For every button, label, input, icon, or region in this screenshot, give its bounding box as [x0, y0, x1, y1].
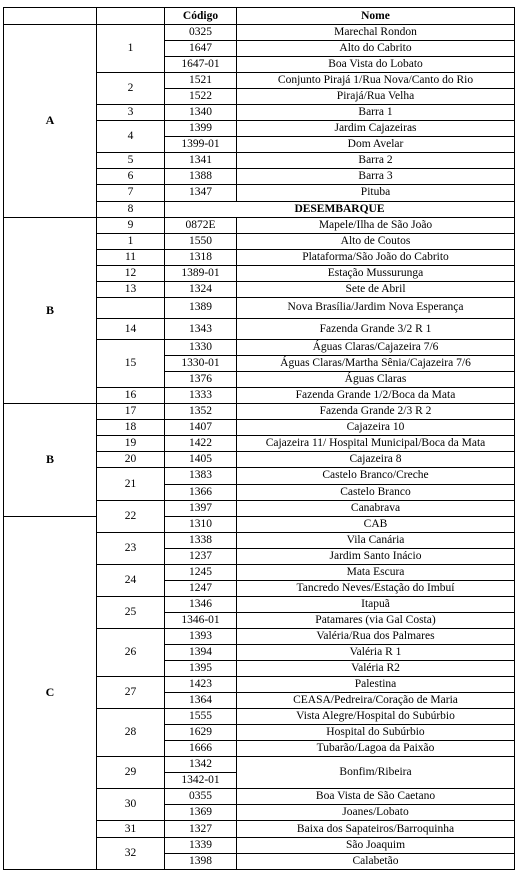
- name-cell: Joanes/Lobato: [237, 805, 515, 821]
- line-number-cell: 2: [97, 73, 165, 105]
- code-cell: 1369: [165, 805, 237, 821]
- line-number-cell: 20: [97, 452, 165, 468]
- header-row: [4, 8, 515, 25]
- line-number-cell: 3: [97, 105, 165, 121]
- code-cell: 0355: [165, 789, 237, 805]
- code-cell: 1352: [165, 404, 237, 420]
- name-cell: Águas Claras: [237, 372, 515, 388]
- code-cell: 1397: [165, 500, 237, 516]
- code-cell: 1629: [165, 725, 237, 741]
- code-cell: 1342-01: [165, 773, 237, 789]
- line-number-cell: 24: [97, 564, 165, 596]
- code-cell: 1399-01: [165, 137, 237, 153]
- name-cell: Águas Claras/Martha Sênia/Cajazeira 7/6: [237, 356, 515, 372]
- name-cell: Conjunto Pirajá 1/Rua Nova/Canto do Rio: [237, 73, 515, 89]
- table-row: [4, 516, 515, 532]
- name-cell: Nova Brasília/Jardim Nova Esperança: [237, 297, 515, 318]
- line-number-cell: [97, 297, 165, 318]
- route-table: [3, 7, 515, 870]
- name-cell: Castelo Branco/Creche: [237, 468, 515, 484]
- name-cell: Hospital do Subúrbio: [237, 725, 515, 741]
- code-cell: 1341: [165, 153, 237, 169]
- code-cell: 1647-01: [165, 57, 237, 73]
- code-cell: 1339: [165, 837, 237, 853]
- name-cell: São Joaquim: [237, 837, 515, 853]
- name-cell: Vila Canária: [237, 532, 515, 548]
- code-cell: 1346: [165, 596, 237, 612]
- code-cell: 1521: [165, 73, 237, 89]
- code-cell: 1522: [165, 89, 237, 105]
- line-number-cell: 8: [97, 201, 165, 217]
- code-cell: 0325: [165, 25, 237, 41]
- line-number-cell: 14: [97, 318, 165, 339]
- code-cell: 1338: [165, 532, 237, 548]
- name-cell: Plataforma/São João do Cabrito: [237, 249, 515, 265]
- code-cell: 1407: [165, 420, 237, 436]
- name-cell: Cajazeira 11/ Hospital Municipal/Boca da Mata: [237, 436, 515, 452]
- line-number-cell: 21: [97, 468, 165, 500]
- code-cell: 1383: [165, 468, 237, 484]
- line-number-cell: 11: [97, 249, 165, 265]
- header-blank-number: [97, 8, 165, 25]
- code-cell: 1666: [165, 741, 237, 757]
- code-cell: 1330-01: [165, 356, 237, 372]
- name-cell: Dom Avelar: [237, 137, 515, 153]
- line-number-cell: 12: [97, 265, 165, 281]
- line-number-cell: 13: [97, 281, 165, 297]
- name-cell: Barra 3: [237, 169, 515, 185]
- name-cell: Estação Mussurunga: [237, 265, 515, 281]
- table-body: [4, 25, 515, 870]
- code-cell: 1555: [165, 709, 237, 725]
- name-cell: Pituba: [237, 185, 515, 201]
- code-cell: 1388: [165, 169, 237, 185]
- code-cell: 1237: [165, 548, 237, 564]
- name-cell: Alto do Cabrito: [237, 41, 515, 57]
- line-number-cell: 32: [97, 837, 165, 869]
- line-number-cell: 30: [97, 789, 165, 821]
- code-cell: 1347: [165, 185, 237, 201]
- line-number-cell: 6: [97, 169, 165, 185]
- code-cell: 1366: [165, 484, 237, 500]
- code-cell: 1346-01: [165, 612, 237, 628]
- code-cell: 1318: [165, 249, 237, 265]
- header-name: Nome: [237, 8, 515, 25]
- line-number-cell: 28: [97, 709, 165, 757]
- line-number-cell: 7: [97, 185, 165, 201]
- header-code: Código: [165, 8, 237, 25]
- line-number-cell: 19: [97, 436, 165, 452]
- name-cell: Calabetão: [237, 853, 515, 869]
- line-number-cell: 27: [97, 677, 165, 709]
- name-cell: Fazenda Grande 1/2/Boca da Mata: [237, 388, 515, 404]
- line-number-cell: 16: [97, 388, 165, 404]
- name-cell: Cajazeira 8: [237, 452, 515, 468]
- line-number-cell: 17: [97, 404, 165, 420]
- group-cell: B: [4, 217, 97, 404]
- code-cell: 1327: [165, 821, 237, 837]
- name-cell: Valéria/Rua dos Palmares: [237, 628, 515, 644]
- name-cell: Palestina: [237, 677, 515, 693]
- name-cell: Valéria R 1: [237, 644, 515, 660]
- code-cell: 1343: [165, 318, 237, 339]
- name-cell: Tancredo Neves/Estação do Imbuí: [237, 580, 515, 596]
- line-number-cell: 1: [97, 233, 165, 249]
- table-row: [4, 25, 515, 41]
- line-number-cell: 22: [97, 500, 165, 532]
- route-table-sheet: [3, 7, 514, 870]
- code-cell: 1422: [165, 436, 237, 452]
- name-cell: Mata Escura: [237, 564, 515, 580]
- line-number-cell: 23: [97, 532, 165, 564]
- code-cell: 1389: [165, 297, 237, 318]
- name-cell: Barra 1: [237, 105, 515, 121]
- name-cell: Jardim Cajazeiras: [237, 121, 515, 137]
- code-cell: 1405: [165, 452, 237, 468]
- header-blank-group: [4, 8, 97, 25]
- name-cell: Jardim Santo Inácio: [237, 548, 515, 564]
- code-cell: 1330: [165, 340, 237, 356]
- code-cell: 1550: [165, 233, 237, 249]
- code-cell: 1393: [165, 628, 237, 644]
- line-number-cell: 25: [97, 596, 165, 628]
- code-cell: 1364: [165, 693, 237, 709]
- name-cell: Baixa dos Sapateiros/Barroquinha: [237, 821, 515, 837]
- table-row: [4, 404, 515, 420]
- name-cell: Bonfim/Ribeira: [237, 757, 515, 789]
- name-cell: Patamares (via Gal Costa): [237, 612, 515, 628]
- line-number-cell: 1: [97, 25, 165, 73]
- line-number-cell: 15: [97, 340, 165, 388]
- group-cell: C: [4, 516, 97, 869]
- merged-cell: DESEMBARQUE: [165, 201, 515, 217]
- code-cell: 0872E: [165, 217, 237, 233]
- code-cell: 1247: [165, 580, 237, 596]
- code-cell: 1647: [165, 41, 237, 57]
- name-cell: Castelo Branco: [237, 484, 515, 500]
- name-cell: CAB: [237, 516, 515, 532]
- name-cell: Marechal Rondon: [237, 25, 515, 41]
- name-cell: Alto de Coutos: [237, 233, 515, 249]
- name-cell: Itapuã: [237, 596, 515, 612]
- code-cell: 1394: [165, 644, 237, 660]
- table-row: [4, 217, 515, 233]
- code-cell: 1399: [165, 121, 237, 137]
- code-cell: 1310: [165, 516, 237, 532]
- group-cell: A: [4, 25, 97, 218]
- code-cell: 1324: [165, 281, 237, 297]
- line-number-cell: 29: [97, 757, 165, 789]
- name-cell: Valéria R2: [237, 661, 515, 677]
- name-cell: Cajazeira 10: [237, 420, 515, 436]
- name-cell: Barra 2: [237, 153, 515, 169]
- name-cell: Águas Claras/Cajazeira 7/6: [237, 340, 515, 356]
- name-cell: Fazenda Grande 3/2 R 1: [237, 318, 515, 339]
- line-number-cell: 18: [97, 420, 165, 436]
- name-cell: Boa Vista de São Caetano: [237, 789, 515, 805]
- name-cell: Canabrava: [237, 500, 515, 516]
- line-number-cell: 9: [97, 217, 165, 233]
- code-cell: 1340: [165, 105, 237, 121]
- name-cell: Mapele/Ilha de São João: [237, 217, 515, 233]
- code-cell: 1423: [165, 677, 237, 693]
- code-cell: 1395: [165, 661, 237, 677]
- name-cell: Fazenda Grande 2/3 R 2: [237, 404, 515, 420]
- name-cell: Boa Vista do Lobato: [237, 57, 515, 73]
- line-number-cell: 26: [97, 628, 165, 676]
- line-number-cell: 4: [97, 121, 165, 153]
- code-cell: 1398: [165, 853, 237, 869]
- line-number-cell: 5: [97, 153, 165, 169]
- name-cell: Pirajá/Rua Velha: [237, 89, 515, 105]
- code-cell: 1376: [165, 372, 237, 388]
- name-cell: CEASA/Pedreira/Coração de Maria: [237, 693, 515, 709]
- code-cell: 1342: [165, 757, 237, 773]
- name-cell: Vista Alegre/Hospital do Subúrbio: [237, 709, 515, 725]
- code-cell: 1333: [165, 388, 237, 404]
- name-cell: Tubarão/Lagoa da Paixão: [237, 741, 515, 757]
- code-cell: 1245: [165, 564, 237, 580]
- name-cell: Sete de Abril: [237, 281, 515, 297]
- group-cell: B: [4, 404, 97, 516]
- code-cell: 1389-01: [165, 265, 237, 281]
- line-number-cell: 31: [97, 821, 165, 837]
